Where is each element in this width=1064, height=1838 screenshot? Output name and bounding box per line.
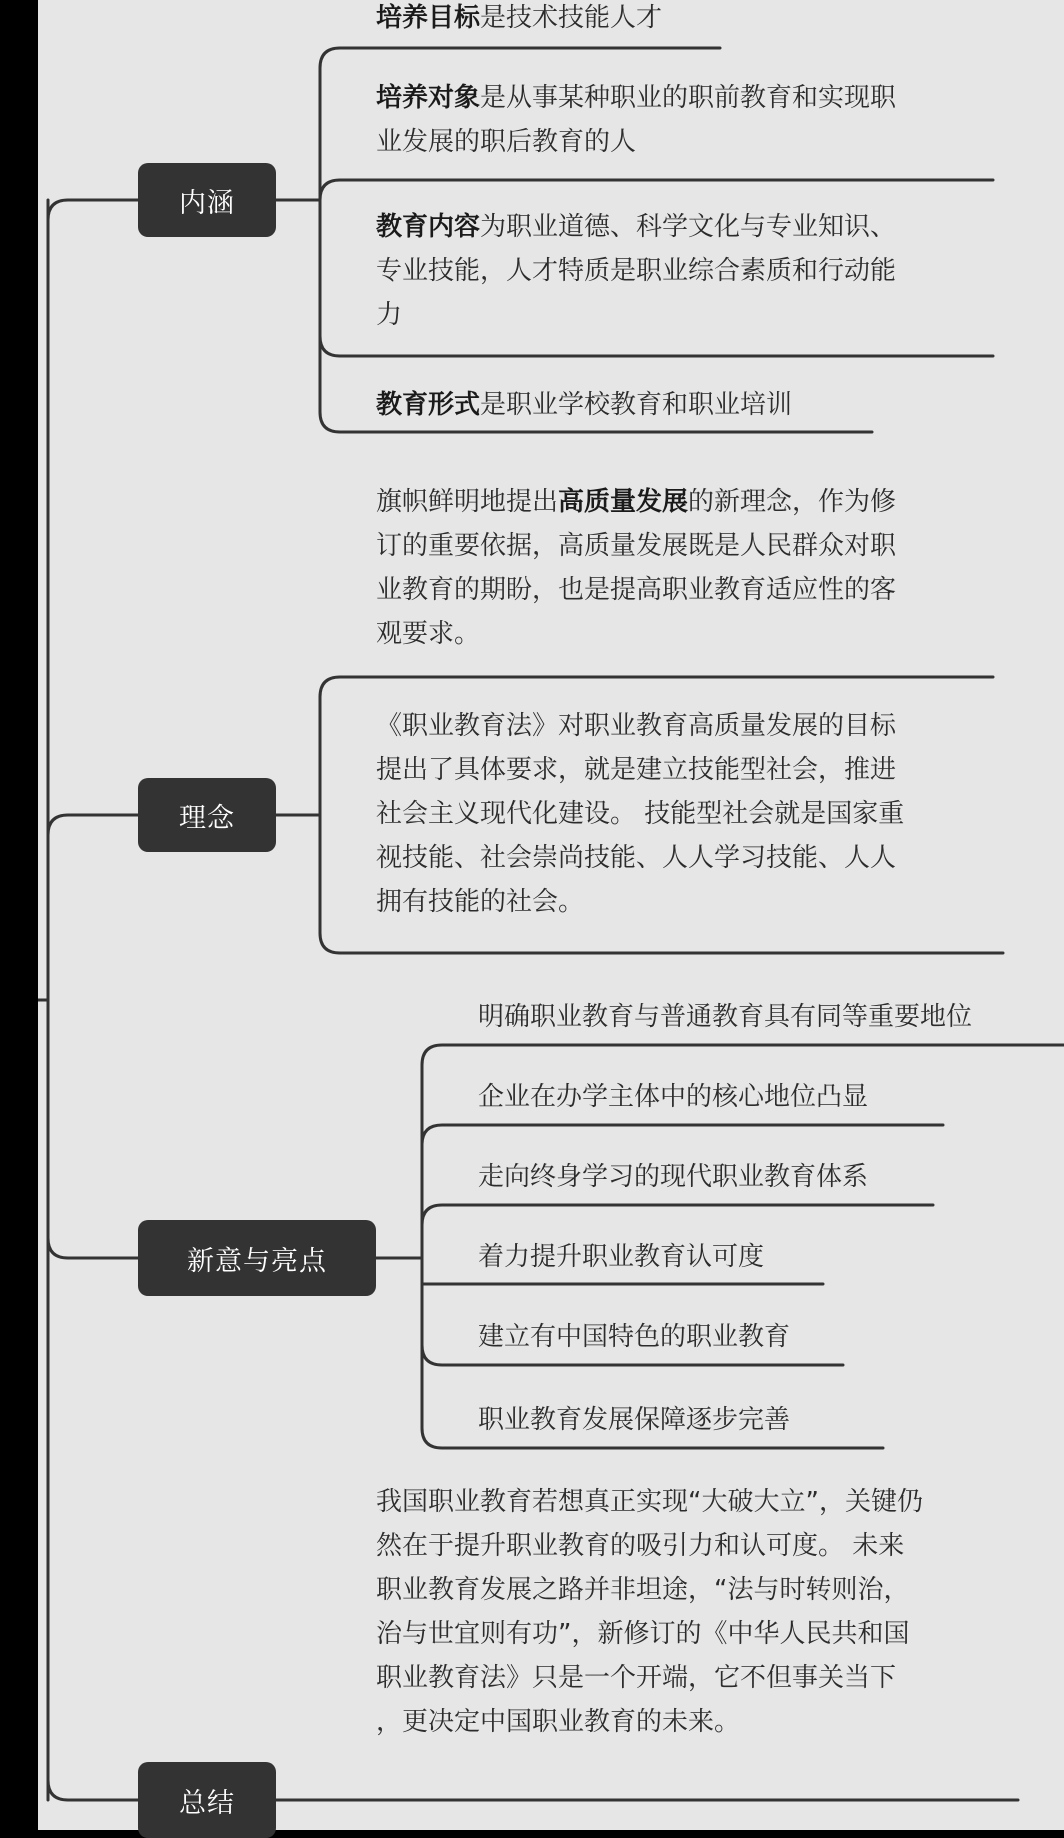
- leaf-mubiao-text: 是技术技能人才: [480, 3, 663, 33]
- leaf-zongjie-line-6: ，更决定中国职业教育的未来。: [376, 1707, 741, 1737]
- leaf-xinyi-6: 职业教育发展保障逐步完善: [478, 1405, 791, 1435]
- root-trunk: [38, 200, 48, 1800]
- leaf-zongjie: [376, 1480, 923, 1744]
- leaf-linian-p2-line-4: 视技能、社会崇尚技能、人人学习技能、人人: [376, 843, 897, 873]
- leaf-xinyi-2: 企业在办学主体中的核心地位凸显: [478, 1082, 869, 1112]
- leaf-linian-p2-line-5: 拥有技能的社会。: [376, 887, 585, 917]
- leaf-xingshi-bold: 教育形式: [376, 390, 481, 420]
- leaf-zongjie-line-4: 治与世宜则有功”，新修订的《中华人民共和国: [376, 1619, 910, 1649]
- leaf-mubiao-bold: 培养目标: [376, 3, 481, 33]
- leaf-linian-p1: [376, 480, 896, 656]
- leaf-xinyi-4: 着力提升职业教育认可度: [478, 1242, 765, 1272]
- xinyi-line-3: [422, 1205, 933, 1225]
- linian-line-2: [320, 933, 1003, 953]
- leaf-linian-p1-line-1: [376, 480, 896, 524]
- leaf-xingshi-text: 是职业学校教育和职业培训: [480, 390, 793, 420]
- node-linian[interactable]: 理念: [138, 778, 276, 852]
- leaf-linian-p2-line-1: 《职业教育法》对职业教育高质量发展的目标: [376, 711, 897, 741]
- leaf-duixiang: [376, 76, 896, 164]
- leaf-neirong-bold: 教育内容: [376, 212, 481, 242]
- leaf-neirong-text-1: 为职业道德、科学文化与专业知识、: [480, 212, 897, 242]
- leaf-linian-p1-line-3: 业教育的期盼，也是提高职业教育适应性的客: [376, 575, 897, 605]
- node-zongjie[interactable]: 总结: [138, 1762, 276, 1838]
- leaf-neirong-line-2: 专业技能，人才特质是职业综合素质和行动能: [376, 256, 897, 286]
- node-xinyi[interactable]: 新意与亮点: [138, 1220, 376, 1296]
- branch-linian: [48, 815, 138, 835]
- leaf-duixiang-bold: 培养对象: [376, 83, 481, 113]
- leaf-mubiao: [376, 0, 662, 40]
- leaf-linian-p2-line-3: 社会主义现代化建设。 技能型社会就是国家重: [376, 799, 905, 829]
- leaf-neirong: [376, 205, 896, 337]
- leaf-linian-p1-line-4: 观要求。: [376, 619, 481, 649]
- leaf-zongjie-line-2: 然在于提升职业教育的吸引力和认可度。 未来: [376, 1531, 905, 1561]
- leaf-duixiang-text-1: 是从事某种职业的职前教育和实现职: [480, 83, 897, 113]
- leaf-neirong-line-1: [376, 205, 896, 249]
- leaf-xinyi-5: 建立有中国特色的职业教育: [478, 1322, 791, 1352]
- leaf-duixiang-line-1: [376, 76, 896, 120]
- mindmap-canvas: [38, 0, 1064, 1830]
- leaf-neirong-line-3: 力: [376, 300, 403, 330]
- neihan-line-3: [320, 336, 993, 356]
- leaf-zongjie-line-5: 职业教育法》只是一个开端，它不但事关当下: [376, 1663, 897, 1693]
- xinyi-line-2: [422, 1125, 943, 1145]
- leaf-linian-p1-bold: 高质量发展: [558, 487, 689, 517]
- xinyi-line-1: [422, 1045, 1064, 1065]
- leaf-zongjie-line-1: 我国职业教育若想真正实现“大破大立”，关键仍: [376, 1487, 923, 1517]
- leaf-linian-p2: [376, 704, 904, 924]
- leaf-duixiang-line-2: 业发展的职后教育的人: [376, 127, 637, 157]
- leaf-xinyi-1: 明确职业教育与普通教育具有同等重要地位: [478, 1002, 973, 1032]
- leaf-xinyi-3: 走向终身学习的现代职业教育体系: [478, 1162, 869, 1192]
- node-neihan[interactable]: 内涵: [138, 163, 276, 237]
- leaf-linian-p2-line-2: 提出了具体要求，就是建立技能型社会，推进: [376, 755, 897, 785]
- linian-line-1: [320, 677, 993, 697]
- leaf-linian-p1-line-2: 订的重要依据，高质量发展既是人民群众对职: [376, 531, 897, 561]
- branch-xinyi: [48, 1238, 138, 1258]
- leaf-linian-p1-post: 的新理念，作为修: [688, 487, 897, 517]
- branch-zongjie: [48, 1780, 138, 1800]
- leaf-xingshi: [376, 383, 792, 427]
- neihan-line-1: [320, 48, 720, 68]
- branch-neihan: [48, 200, 138, 220]
- leaf-zongjie-line-3: 职业教育发展之路并非坦途，“法与时转则治，: [376, 1575, 910, 1605]
- leaf-linian-p1-pre: 旗帜鲜明地提出: [376, 487, 559, 517]
- neihan-line-2: [320, 180, 993, 200]
